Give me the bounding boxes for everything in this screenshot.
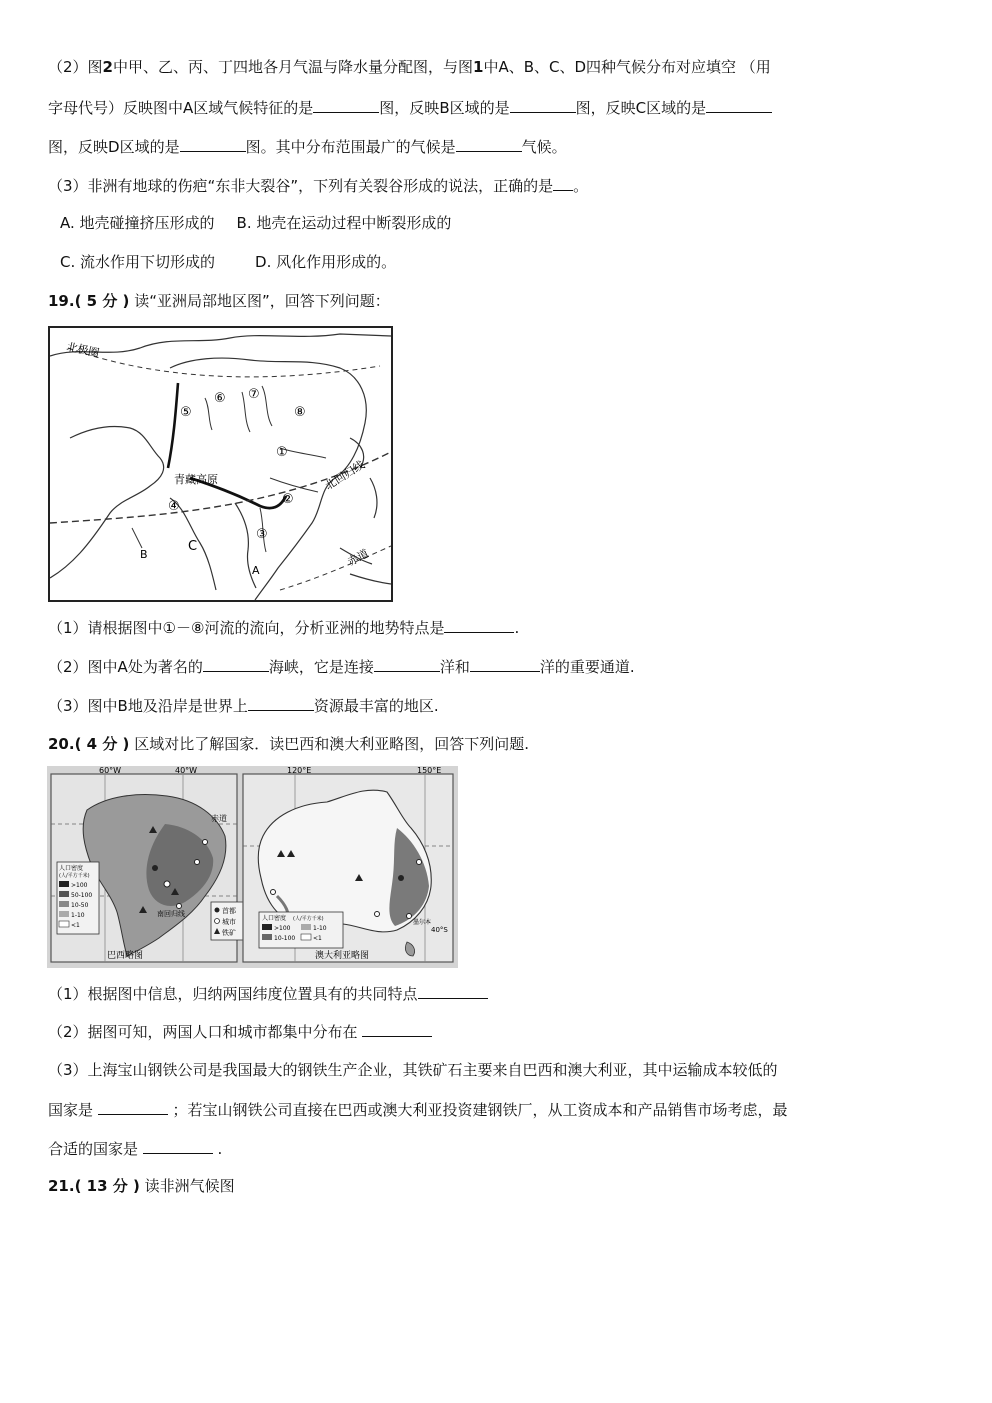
brazil-map — [51, 766, 249, 962]
brazil-symbol-capital: 首都 — [222, 907, 236, 915]
label-river-1: ① — [276, 445, 288, 460]
q18-part2-line1: （2）图2中甲、乙、丙、丁四地各月气温与降水量分配图，与图1中A、B、C、D四种气候分布对应填空 （用 — [48, 58, 771, 76]
q18-options-row1 — [60, 212, 451, 234]
brazil-australia-maps — [47, 766, 458, 968]
brazil-tropic: 南回归线 — [157, 910, 185, 918]
answer-blank[interactable] — [374, 655, 440, 672]
answer-blank[interactable] — [418, 982, 488, 999]
option-a: A. 地壳碰撞挤压形成的 — [60, 214, 215, 232]
australia-caption: 澳大利亚略图 — [315, 951, 370, 961]
brazil-legend-title: 人口密度 — [59, 865, 84, 872]
q18-options-row2 — [60, 251, 396, 273]
answer-blank[interactable] — [706, 96, 772, 113]
brazil-lon2: 40°W — [175, 766, 198, 775]
answer-blank[interactable] — [248, 694, 314, 711]
brazil-caption: 巴西略图 — [107, 951, 144, 961]
q21-stem: 21.( 13 分 ) 读非洲气候图 — [48, 1177, 235, 1195]
label-river-2: ② — [282, 492, 294, 507]
q20-stem: 20.( 4 分 ) 区域对比了解国家．读巴西和澳大利亚略图，回答下列问题. — [48, 735, 529, 753]
brazil-legend-item-3: 10-50 — [71, 902, 89, 909]
australia-legend-item-1: >100 — [274, 925, 291, 932]
q19-part1: （1）请根据图中①－⑧河流的流向，分析亚洲的地势特点是 . — [48, 616, 519, 639]
australia-place: 墨尔本 — [413, 919, 432, 926]
brazil-lon1: 60°W — [99, 766, 122, 775]
label-river-7: ⑦ — [248, 387, 260, 402]
answer-blank[interactable] — [510, 96, 576, 113]
option-d: D. 风化作用形成的。 — [255, 253, 397, 271]
australia-legend-item-3: 10-100 — [274, 935, 296, 942]
q18-part3: （3）非洲有地球的伤疤“东非大裂谷”，下列有关裂谷形成的说法，正确的是 。 — [48, 174, 588, 197]
australia-legend-item-4: <1 — [313, 935, 322, 942]
q20-part3-line3: 合适的国家是 . — [48, 1137, 222, 1160]
australia-legend-title: 人口密度 — [262, 915, 287, 922]
answer-blank[interactable] — [180, 135, 246, 152]
australia-map — [243, 766, 453, 962]
label-river-3: ③ — [256, 527, 268, 542]
brazil-legend-item-2: 50-100 — [71, 892, 93, 899]
label-b: B — [140, 548, 148, 561]
australia-lon2: 150°E — [417, 766, 442, 775]
answer-blank[interactable] — [470, 655, 540, 672]
answer-blank[interactable] — [313, 96, 379, 113]
australia-legend-unit: (人/平方千米) — [293, 916, 324, 922]
asia-map — [48, 326, 393, 602]
label-river-6: ⑥ — [214, 391, 226, 406]
label-river-8: ⑧ — [294, 405, 306, 420]
brazil-equator: 赤道 — [211, 814, 227, 823]
q19-part2: （2）图中A处为著名的 海峡，它是连接 洋和 洋的重要通道. — [48, 655, 635, 678]
answer-blank[interactable] — [456, 135, 522, 152]
brazil-legend-item-5: <1 — [71, 922, 80, 929]
label-arctic: 北极圈 — [65, 340, 101, 360]
label-plateau: 青藏高原 — [174, 473, 218, 486]
asia-map-drawing — [50, 328, 391, 600]
australia-lat: 40°S — [431, 926, 448, 934]
q20-part2: （2）据图可知，两国人口和城市都集中分布在 — [48, 1020, 432, 1043]
answer-blank[interactable] — [362, 1020, 432, 1037]
brazil-symbol-city: 城市 — [222, 918, 236, 926]
australia-legend-item-2: 1-10 — [313, 925, 327, 932]
q19-stem: 19.( 5 分 ) 读“亚洲局部地区图”，回答下列问题： — [48, 292, 390, 310]
label-a: A — [252, 564, 260, 577]
brazil-legend-item-4: 1-10 — [71, 912, 85, 919]
answer-blank[interactable] — [553, 174, 573, 191]
label-c: C — [188, 539, 198, 554]
label-equator: 赤道 — [345, 546, 371, 569]
q20-part3-line2: 国家是 ；若宝山钢铁公司直接在巴西或澳大利亚投资建钢铁厂，从工资成本和产品销售市场考虑，最 — [48, 1098, 788, 1121]
brazil-legend-item-1: >100 — [71, 882, 88, 889]
answer-blank[interactable] — [203, 655, 269, 672]
label-tropic: 北回归线 — [322, 458, 367, 493]
q20-part1: （1）根据图中信息，归纳两国纬度位置具有的共同特点 — [48, 982, 488, 1005]
option-b: B. 地壳在运动过程中断裂形成的 — [236, 214, 452, 232]
q20-part3-line1: （3）上海宝山钢铁公司是我国最大的钢铁生产企业，其铁矿石主要来自巴西和澳大利亚，其中运输成本较低的 — [48, 1061, 778, 1079]
q19-part3: （3）图中B地及沿岸是世界上 资源最丰富的地区. — [48, 694, 439, 717]
q18-part2-line3: 图，反映D区域的是 图。其中分布范围最广的气候是 气候。 — [48, 135, 567, 158]
label-river-5: ⑤ — [180, 405, 192, 420]
australia-lon1: 120°E — [287, 766, 312, 775]
option-c: C. 流水作用下切形成的 — [60, 253, 216, 271]
answer-blank[interactable] — [143, 1137, 213, 1154]
answer-blank[interactable] — [444, 616, 514, 633]
brazil-legend-unit: (人/平方千米) — [59, 873, 90, 879]
q18-part2-line2: 字母代号）反映图中A区域气候特征的是 图，反映B区域的是 图，反映C区域的是 — [48, 96, 772, 119]
maps-drawing — [47, 766, 458, 968]
answer-blank[interactable] — [98, 1098, 168, 1115]
label-river-4: ④ — [168, 499, 180, 514]
brazil-symbol-iron: 铁矿 — [222, 929, 236, 937]
